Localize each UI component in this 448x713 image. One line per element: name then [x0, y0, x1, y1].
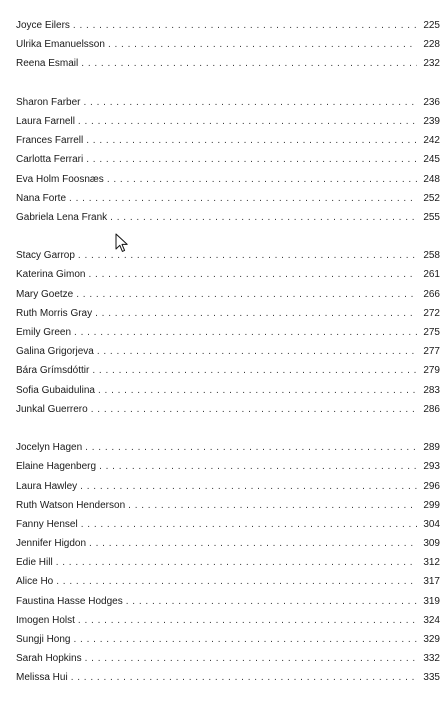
dot-leader [83, 93, 417, 112]
entry-page-number: 293 [423, 461, 440, 473]
toc-entry[interactable] [16, 112, 440, 131]
dot-leader [86, 131, 417, 150]
entry-name: Emily Green [16, 327, 72, 338]
toc-entry[interactable] [16, 572, 440, 591]
mouse-pointer-icon [115, 233, 129, 253]
toc-entry[interactable] [16, 496, 440, 515]
toc-entry[interactable] [16, 265, 440, 284]
toc-entry[interactable] [16, 457, 440, 476]
toc-entry[interactable] [16, 611, 440, 630]
entry-name: Fanny Hensel [16, 518, 78, 530]
entry-page-number: 261 [423, 269, 440, 281]
toc-entry[interactable] [16, 170, 440, 189]
entry-page-number: 319 [423, 595, 440, 607]
dot-leader [80, 477, 417, 496]
entry-page-number: 283 [423, 384, 440, 396]
entry-name: Frances Farrell [16, 135, 84, 147]
entry-page-number: 275 [423, 327, 440, 338]
entry-page-number: 335 [423, 672, 440, 684]
dot-leader [91, 400, 417, 419]
entry-name: Joyce Eilers [16, 20, 70, 31]
dot-leader [73, 16, 417, 35]
dot-leader [108, 35, 417, 54]
toc-entry[interactable] [16, 304, 440, 323]
toc-entry[interactable] [16, 534, 440, 553]
entry-name: Gabriela Lena Frank [16, 211, 108, 223]
entry-page-number: 286 [423, 403, 440, 415]
entry-page-number: 266 [423, 288, 440, 300]
dot-leader [89, 534, 417, 553]
entry-name: Eva Holm Foosnæs [16, 173, 104, 185]
entry-page-number: 232 [423, 58, 440, 70]
entry-page-number: 228 [423, 39, 440, 51]
entry-name: Ruth Watson Henderson [16, 499, 126, 511]
entry-page-number: 299 [423, 499, 440, 511]
toc-entry[interactable] [16, 361, 440, 380]
toc-entry[interactable] [16, 16, 440, 35]
entry-name: Imogen Holst [16, 614, 75, 626]
dot-leader [110, 208, 417, 227]
entry-page-number: 312 [423, 557, 440, 569]
dot-leader [56, 572, 417, 591]
dot-leader [88, 265, 417, 284]
toc-group [16, 438, 440, 687]
dot-leader [128, 496, 417, 515]
toc-entry[interactable] [16, 150, 440, 169]
entry-name: Sungji Hong [16, 634, 71, 645]
dot-leader [97, 342, 417, 361]
dot-leader [86, 150, 417, 169]
dot-leader [85, 438, 417, 457]
toc-entry[interactable] [16, 93, 440, 112]
entry-name: Melissa Hui [16, 672, 68, 684]
entry-page-number: 296 [423, 480, 440, 492]
entry-page-number: 277 [423, 346, 440, 358]
toc-entry[interactable] [16, 35, 440, 54]
entry-name: Sofia Gubaidulina [16, 384, 95, 396]
entry-name: Reena Esmail [16, 58, 79, 70]
dot-leader [92, 361, 417, 380]
entry-page-number: 245 [423, 154, 440, 166]
entry-page-number: 317 [423, 576, 440, 588]
toc-entry[interactable] [16, 208, 440, 227]
toc-entry[interactable] [16, 668, 440, 687]
entry-name: Galina Grigorjeva [16, 346, 94, 358]
entry-name: Carlotta Ferrari [16, 154, 84, 166]
entry-name: Stacy Garrop [16, 250, 75, 262]
toc-entry[interactable] [16, 54, 440, 73]
entry-name: Faustina Hasse Hodges [16, 595, 123, 607]
table-of-contents [16, 16, 440, 688]
entry-page-number: 304 [423, 518, 440, 530]
toc-entry[interactable] [16, 342, 440, 361]
entry-page-number: 225 [423, 20, 440, 31]
entry-name: Edie Hill [16, 557, 53, 569]
entry-name: Jocelyn Hagen [16, 442, 83, 454]
entry-page-number: 324 [423, 614, 440, 626]
dot-leader [76, 285, 417, 304]
entry-page-number: 272 [423, 307, 440, 319]
entry-name: Sarah Hopkins [16, 653, 82, 665]
entry-name: Katerina Gimon [16, 269, 86, 281]
entry-page-number: 258 [423, 250, 440, 262]
toc-entry[interactable] [16, 246, 440, 265]
toc-entry[interactable] [16, 649, 440, 668]
dot-leader [69, 189, 417, 208]
entry-page-number: 239 [423, 115, 440, 127]
dot-leader [78, 112, 417, 131]
group-spacer [16, 227, 440, 246]
entry-name: Laura Farnell [16, 115, 75, 127]
entry-name: Mary Goetze [16, 288, 74, 300]
dot-leader [81, 54, 417, 73]
entry-name: Jennifer Higdon [16, 538, 87, 550]
entry-name: Ulrika Emanuelsson [16, 39, 105, 51]
entry-page-number: 255 [423, 211, 440, 223]
toc-entry[interactable] [16, 323, 440, 342]
toc-entry[interactable] [16, 381, 440, 400]
toc-entry[interactable] [16, 515, 440, 534]
toc-entry[interactable] [16, 285, 440, 304]
entry-page-number: 248 [423, 173, 440, 185]
entry-name: Junkal Guerrero [16, 403, 88, 415]
toc-entry[interactable] [16, 400, 440, 419]
dot-leader [73, 630, 417, 649]
entry-name: Bára Grímsdóttir [16, 365, 90, 377]
toc-entry[interactable] [16, 477, 440, 496]
entry-page-number: 242 [423, 135, 440, 147]
entry-page-number: 309 [423, 538, 440, 550]
toc-group [16, 246, 440, 419]
entry-name: Ruth Morris Gray [16, 307, 93, 319]
entry-name: Nana Forte [16, 192, 67, 204]
dot-leader [78, 611, 417, 630]
dot-leader [98, 381, 417, 400]
entry-page-number: 236 [423, 96, 440, 108]
entry-name: Alice Ho [16, 576, 54, 588]
toc-entry[interactable] [16, 131, 440, 150]
entry-name: Sharon Farber [16, 96, 81, 108]
dot-leader [99, 457, 417, 476]
entry-page-number: 332 [423, 653, 440, 665]
entry-name: Elaine Hagenberg [16, 461, 97, 473]
toc-entry[interactable] [16, 438, 440, 457]
dot-leader [81, 515, 417, 534]
entry-page-number: 252 [423, 192, 440, 204]
toc-group [16, 16, 440, 74]
dot-leader [95, 304, 417, 323]
entry-name: Laura Hawley [16, 480, 78, 492]
dot-leader [74, 323, 417, 342]
toc-entry[interactable] [16, 189, 440, 208]
entry-page-number: 329 [423, 634, 440, 645]
entry-page-number: 279 [423, 365, 440, 377]
dot-leader [85, 649, 417, 668]
group-spacer [16, 74, 440, 93]
toc-group [16, 93, 440, 227]
toc-entry[interactable] [16, 592, 440, 611]
toc-entry[interactable] [16, 553, 440, 572]
dot-leader [107, 170, 417, 189]
group-spacer [16, 419, 440, 438]
entry-page-number: 289 [423, 442, 440, 454]
toc-entry[interactable] [16, 630, 440, 649]
dot-leader [71, 668, 417, 687]
dot-leader [126, 592, 417, 611]
dot-leader [56, 553, 417, 572]
